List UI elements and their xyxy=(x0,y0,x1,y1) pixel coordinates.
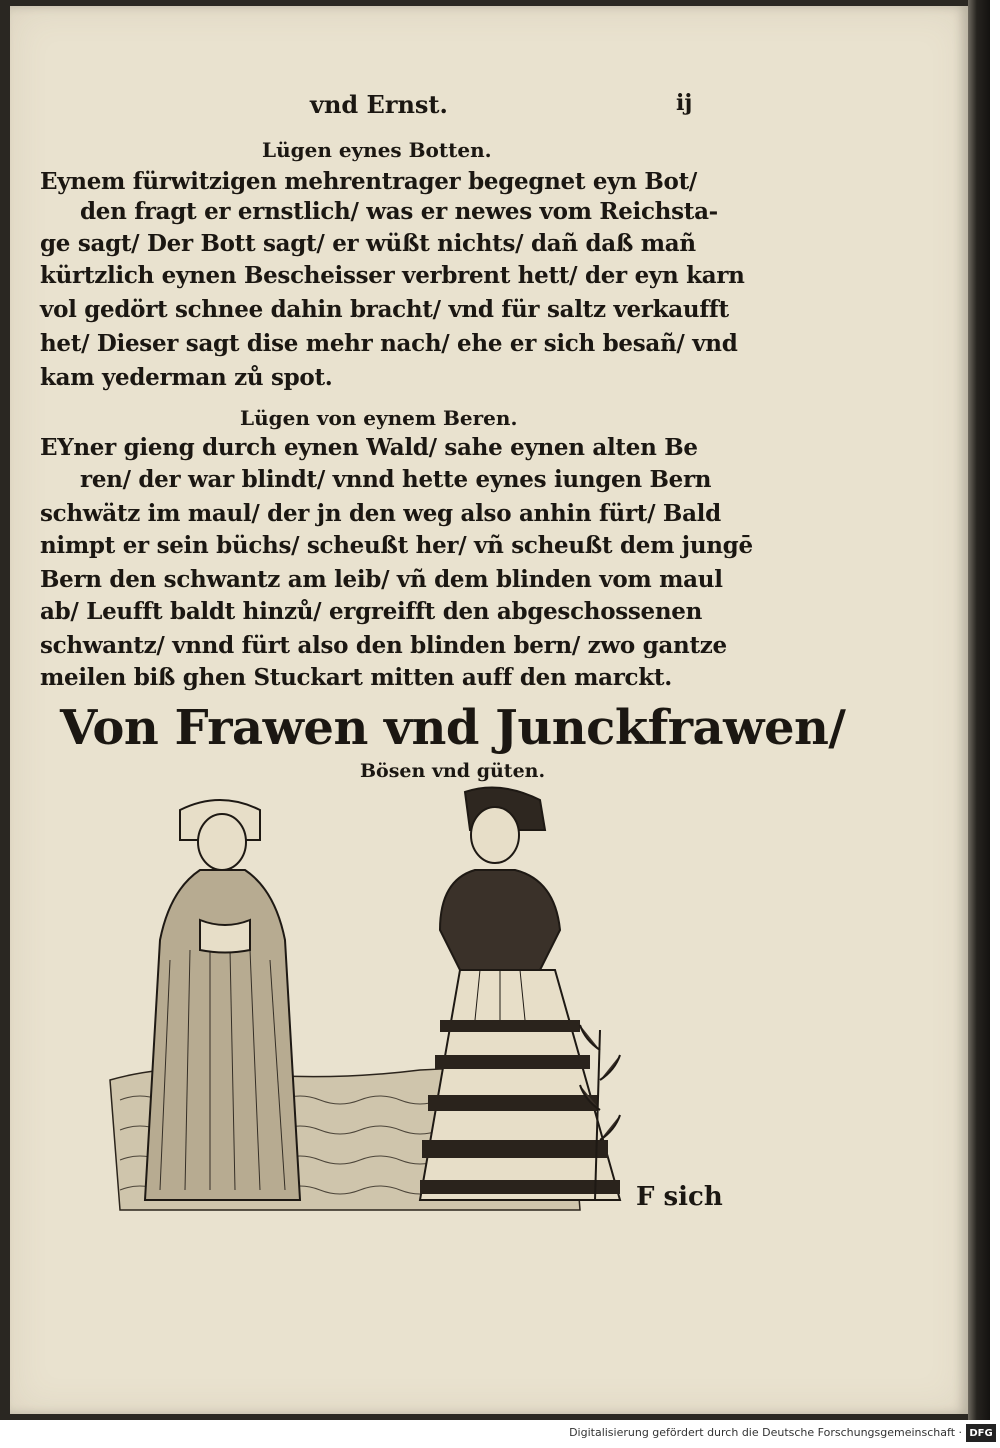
catchword: F sich xyxy=(636,1182,723,1212)
text-line: Bern den schwantz am leib/ vñ dem blinden vom maul xyxy=(40,566,723,593)
text-line: meilen biß ghen Stuckart mitten auff den marckt. xyxy=(40,664,672,691)
footer-credit: Digitalisierung gefördert durch die Deutsche Forschungsgemeinschaft · xyxy=(569,1426,962,1439)
text-line: kam yederman zů spot. xyxy=(40,364,333,391)
right-figure xyxy=(420,788,620,1201)
text-line: schwätz im maul/ der jn den weg also anhin fürt/ Bald xyxy=(40,500,721,527)
left-figure xyxy=(145,800,300,1200)
folio-number: ij xyxy=(676,90,693,116)
text-line: kürtzlich eynen Bescheisser verbrent hett/ der eyn karn xyxy=(40,262,745,289)
text-line: EYner gieng durch eynen Wald/ sahe eynen alten Be xyxy=(40,434,698,461)
woodcut-illustration xyxy=(100,780,640,1220)
text-line: Eynem fürwitzigen mehrentrager begegnet eyn Bot/ xyxy=(40,168,698,195)
text-line: ge sagt/ Der Bott sagt/ er wüßt nichts/ dañ daß mañ xyxy=(40,230,696,257)
text-line: den fragt er ernstlich/ was er newes vom Reichsta- xyxy=(80,198,718,225)
text-line: nimpt er sein büchs/ scheußt her/ vñ scheußt dem jungē xyxy=(40,532,753,559)
text-line: vol gedört schnee dahin bracht/ vnd für saltz verkaufft xyxy=(40,296,729,323)
text-line: ren/ der war blindt/ vnnd hette eynes iungen Bern xyxy=(80,466,712,493)
running-head: vnd Ernst. xyxy=(310,90,448,119)
chapter-subtitle: Bösen vnd güten. xyxy=(360,760,546,782)
book-edge xyxy=(968,0,990,1420)
text-line: schwantz/ vnnd fürt also den blinden bern/ zwo gantze xyxy=(40,632,727,659)
dfg-logo: DFG xyxy=(966,1424,996,1442)
chapter-title: Von Frawen vnd Junckfrawen/ xyxy=(60,700,846,756)
text-line: ab/ Leufft baldt hinzů/ ergreifft den abgeschossenen xyxy=(40,598,703,625)
footer-bar xyxy=(0,1421,1000,1448)
text-line: het/ Dieser sagt dise mehr nach/ ehe er sich besañ/ vnd xyxy=(40,330,738,357)
section-heading-botten: Lügen eynes Botten. xyxy=(262,138,492,162)
section-heading-beren: Lügen von eynem Beren. xyxy=(240,406,518,430)
